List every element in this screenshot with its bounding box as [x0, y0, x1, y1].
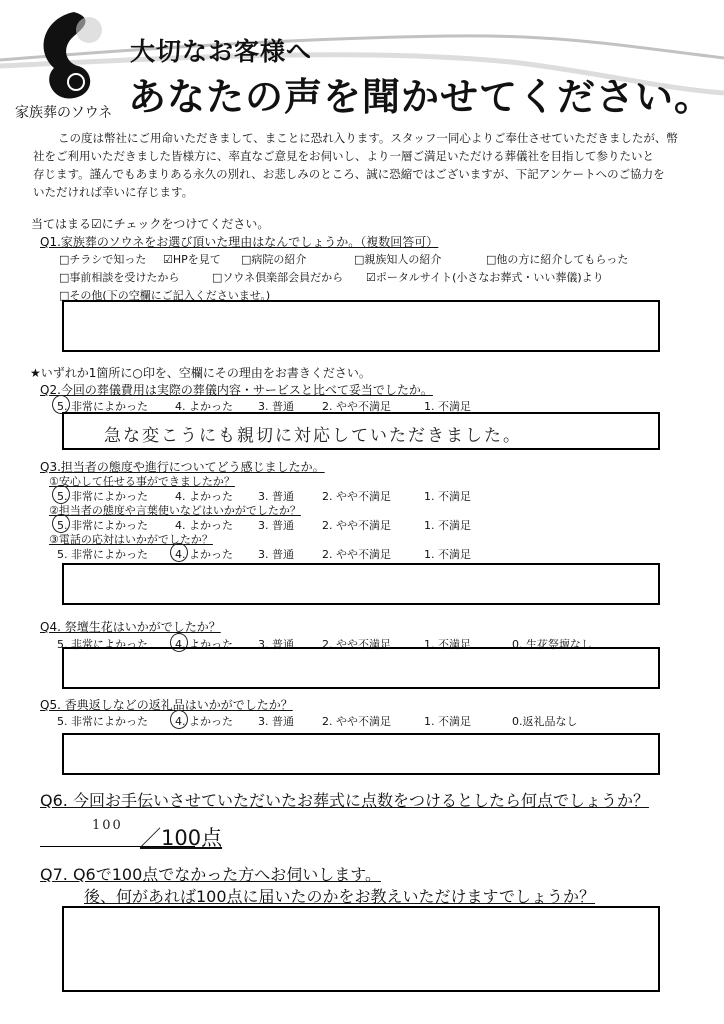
q2-title: Q2.今回の葬儀費用は実際の葬儀内容・サービスと比べて妥当でしたか。 — [40, 383, 433, 397]
check-instruction: 当てはまる☑にチェックをつけてください。 — [31, 217, 270, 231]
intro-line: いただければ幸いに存じます。 — [33, 185, 194, 199]
q1-option-label: 病院の紹介 — [251, 253, 307, 266]
selected-circle-mark — [170, 710, 188, 729]
rating-option-4[interactable]: 4. よかった — [175, 400, 233, 413]
intro-line: 存じます。謹んでもあまりある永久の別れ、お悲しみのところ、誠に恐縮ではございますが、下記アンケートへのご協力を — [33, 167, 665, 181]
q7-title: Q7. Q6で100点でなかった方へお伺いします。 — [40, 865, 381, 884]
rating-option-2[interactable]: 2. やや不満足 — [322, 519, 391, 532]
q3-comment-box[interactable] — [62, 563, 660, 605]
q3-sub3-title: ③電話の応対はいかがでしたか？ — [49, 533, 213, 546]
q6-title: Q6. 今回お手伝いさせていただいたお葬式に点数をつけるとしたら何点でしょうか？ — [40, 791, 649, 810]
rating-option-1[interactable]: 1. 不満足 — [424, 519, 471, 532]
q2-handwritten-comment: 急な変こうにも親切に対応していただきました。 — [104, 426, 522, 446]
checkbox-icon[interactable]: □ — [486, 253, 497, 266]
rating-option-3[interactable]: 3. 普通 — [258, 715, 294, 728]
rating-option-2[interactable]: 2. やや不満足 — [322, 490, 391, 503]
title-line1: 大切なお客様へ — [130, 37, 313, 66]
checkbox-icon[interactable]: □ — [354, 253, 365, 266]
rating-option-1[interactable]: 1. 不満足 — [424, 638, 471, 651]
q1-option-label: ポータルサイト(小さなお葬式・いい葬儀)より — [375, 271, 604, 284]
checkbox-icon[interactable]: □ — [59, 271, 70, 284]
q7-comment-box[interactable] — [62, 906, 660, 992]
logo-icon — [34, 10, 104, 102]
q1-title: Q1.家族葬のソウネをお選び頂いた理由はなんでしょうか。（複数回答可） — [40, 235, 439, 249]
q1-option-label: 事前相談を受けたから — [69, 271, 180, 284]
q1-option[interactable] — [163, 251, 221, 267]
rating-option-4[interactable]: 4. よかった — [175, 548, 233, 561]
rating-option-5[interactable]: 5. 非常によかった — [57, 519, 148, 532]
rating-option-4[interactable]: 4. よかった — [175, 519, 233, 532]
checkbox-icon[interactable]: □ — [59, 289, 70, 302]
rating-option-4[interactable]: 4. よかった — [175, 715, 233, 728]
q3-title: Q3.担当者の態度や進行についてどう感じましたか。 — [40, 460, 325, 474]
rating-option-0[interactable]: 0. 生花祭壇なし — [512, 638, 592, 651]
q1-option[interactable] — [486, 251, 628, 267]
q4-comment-box[interactable] — [62, 647, 660, 689]
rating-option-1[interactable]: 1. 不満足 — [424, 715, 471, 728]
q1-option[interactable] — [241, 251, 306, 267]
circle-instruction: ★いずれか1箇所に○印を、空欄にその理由をお書きください。 — [30, 366, 371, 380]
checkbox-checked-icon[interactable]: ☑ — [366, 271, 376, 284]
rating-option-5[interactable]: 5. 非常によかった — [57, 400, 148, 413]
selected-circle-mark — [170, 543, 188, 562]
q1-option-label: ソウネ倶楽部会員だから — [222, 271, 344, 284]
q1-option[interactable] — [354, 251, 441, 267]
rating-option-0[interactable]: 0.返礼品なし — [512, 715, 578, 728]
q4-title: Q4. 祭壇生花はいかがでしたか？ — [40, 620, 221, 634]
q6-max-score: ／100点 — [140, 826, 223, 850]
q1-option-label: チラシで知った — [69, 253, 147, 266]
rating-option-1[interactable]: 1. 不満足 — [424, 548, 471, 561]
rating-option-1[interactable]: 1. 不満足 — [424, 400, 471, 413]
q1-option[interactable] — [366, 269, 604, 285]
rating-option-3[interactable]: 3. 普通 — [258, 638, 294, 651]
rating-option-4[interactable]: 4. よかった — [175, 490, 233, 503]
checkbox-checked-icon[interactable]: ☑ — [163, 253, 173, 266]
q3-sub1-title: ①安心して任せる事ができましたか？ — [49, 475, 235, 488]
q1-option-label: 親族知人の紹介 — [364, 253, 442, 266]
rating-option-4[interactable]: 4. よかった — [175, 638, 233, 651]
rating-option-3[interactable]: 3. 普通 — [258, 519, 294, 532]
intro-line: この度は幣社にご用命いただきまして、まことに恐れ入ります。スタッフ一同心よりご奉仕させていただきましたが、幣 — [58, 131, 678, 145]
rating-option-5[interactable]: 5. 非常によかった — [57, 638, 148, 651]
q1-option[interactable] — [59, 269, 179, 285]
q7-subtitle: 後、何があれば100点に届いたのかをお教えいただけますでしょうか？ — [84, 887, 596, 906]
brand-name: 家族葬のソウネ — [15, 105, 113, 121]
rating-option-2[interactable]: 2. やや不満足 — [322, 638, 391, 651]
q6-handwritten-score[interactable]: 100 — [92, 818, 123, 833]
q3-sub2-title: ②担当者の態度や言葉使いなどはいかがでしたか？ — [49, 504, 301, 517]
intro-line: 社をご利用いただきました皆様方に、率直なご意見をお伺いし、より一層ご満足いただける葬儀社を目指して参りたいと — [33, 149, 654, 163]
rating-option-2[interactable]: 2. やや不満足 — [322, 400, 391, 413]
checkbox-icon[interactable]: □ — [241, 253, 252, 266]
rating-option-2[interactable]: 2. やや不満足 — [322, 715, 391, 728]
checkbox-icon[interactable]: □ — [212, 271, 223, 284]
page-title: あなたの声を聞かせてください。 — [128, 75, 714, 119]
q1-option-label: その他(下の空欄にご記入くださいませ。) — [69, 289, 271, 302]
checkbox-icon[interactable]: □ — [59, 253, 70, 266]
q2-comment-box[interactable] — [62, 412, 660, 450]
q1-option-label: HPを見て — [172, 253, 221, 266]
rating-option-5[interactable]: 5. 非常によかった — [57, 548, 148, 561]
q1-option-label: 他の方に紹介してもらった — [496, 253, 629, 266]
q1-other-textbox[interactable] — [62, 300, 660, 352]
rating-option-5[interactable]: 5. 非常によかった — [57, 715, 148, 728]
q5-comment-box[interactable] — [62, 733, 660, 775]
rating-option-1[interactable]: 1. 不満足 — [424, 490, 471, 503]
q1-option[interactable] — [212, 269, 343, 285]
rating-option-3[interactable]: 3. 普通 — [258, 490, 294, 503]
q1-option[interactable] — [59, 251, 146, 267]
rating-option-3[interactable]: 3. 普通 — [258, 400, 294, 413]
rating-option-3[interactable]: 3. 普通 — [258, 548, 294, 561]
rating-option-5[interactable]: 5. 非常によかった — [57, 490, 148, 503]
q5-title: Q5. 香典返しなどの返礼品はいかがでしたか？ — [40, 698, 293, 712]
rating-option-2[interactable]: 2. やや不満足 — [322, 548, 391, 561]
